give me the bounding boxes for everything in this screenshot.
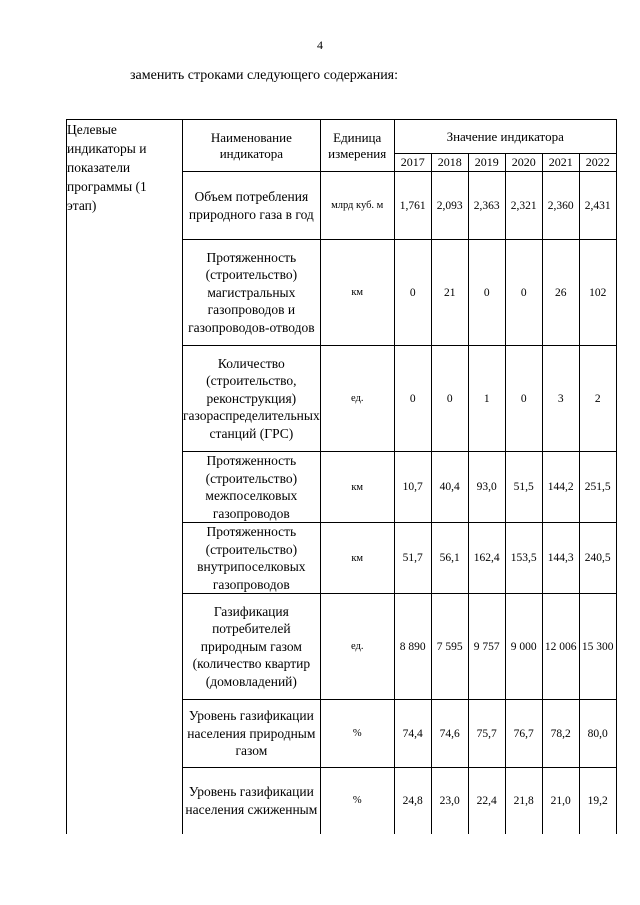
indicator-unit: млрд куб. м bbox=[320, 172, 394, 240]
indicator-value: 102 bbox=[579, 240, 616, 346]
table-row bbox=[183, 594, 617, 700]
indicator-value: 2,321 bbox=[505, 172, 542, 240]
indicator-value: 9 757 bbox=[468, 594, 505, 700]
indicator-value: 9 000 bbox=[505, 594, 542, 700]
indicator-value: 2,431 bbox=[579, 172, 616, 240]
indicator-value: 93,0 bbox=[468, 452, 505, 523]
indicator-value: 40,4 bbox=[431, 452, 468, 523]
indicator-value: 0 bbox=[431, 346, 468, 452]
table-left-rule bbox=[66, 119, 67, 834]
indicator-value: 0 bbox=[505, 240, 542, 346]
indicator-value: 15 300 bbox=[579, 594, 616, 700]
indicator-value: 75,7 bbox=[468, 700, 505, 768]
year-header: 2019 bbox=[468, 154, 505, 172]
table-row bbox=[183, 452, 617, 523]
indicator-value: 1 bbox=[468, 346, 505, 452]
indicator-value: 51,5 bbox=[505, 452, 542, 523]
section-label: Целевые индикаторы и показатели программы (1 этап) bbox=[67, 122, 147, 213]
indicator-name: Объем потребления природного газа в год bbox=[183, 172, 321, 240]
table-row bbox=[183, 240, 617, 346]
indicator-value: 51,7 bbox=[394, 523, 431, 594]
indicator-unit: % bbox=[320, 768, 394, 834]
table-row bbox=[183, 523, 617, 594]
indicator-value: 74,4 bbox=[394, 700, 431, 768]
indicator-name: Количество (строительство, реконструкция) газораспределительных станций (ГРС) bbox=[183, 346, 321, 452]
indicator-value: 144,3 bbox=[542, 523, 579, 594]
indicator-name: Протяженность (строительство) межпоселковых газопроводов bbox=[183, 452, 321, 523]
indicator-value: 0 bbox=[394, 346, 431, 452]
page-number: 4 bbox=[317, 38, 323, 52]
indicator-value: 21,8 bbox=[505, 768, 542, 834]
table-row bbox=[183, 768, 617, 834]
indicator-value: 76,7 bbox=[505, 700, 542, 768]
indicator-value: 1,761 bbox=[394, 172, 431, 240]
intro-text: заменить строками следующего содержания: bbox=[130, 68, 399, 83]
indicator-unit: % bbox=[320, 700, 394, 768]
year-header: 2022 bbox=[579, 154, 616, 172]
indicator-unit: км bbox=[320, 240, 394, 346]
indicators-table bbox=[182, 119, 617, 834]
header-indicator-name: Наименование индикатора bbox=[183, 120, 321, 172]
indicator-value: 0 bbox=[394, 240, 431, 346]
table-row bbox=[183, 700, 617, 768]
indicator-value: 7 595 bbox=[431, 594, 468, 700]
indicator-name: Газификация потребителей природным газом (количество квартир (домовладений) bbox=[183, 594, 321, 700]
indicator-value: 22,4 bbox=[468, 768, 505, 834]
indicator-value: 2,363 bbox=[468, 172, 505, 240]
indicator-value: 153,5 bbox=[505, 523, 542, 594]
indicator-unit: ед. bbox=[320, 346, 394, 452]
indicator-value: 10,7 bbox=[394, 452, 431, 523]
indicator-value: 2,093 bbox=[431, 172, 468, 240]
table-row bbox=[183, 172, 617, 240]
indicator-value: 26 bbox=[542, 240, 579, 346]
indicator-value: 162,4 bbox=[468, 523, 505, 594]
indicator-value: 23,0 bbox=[431, 768, 468, 834]
year-header: 2018 bbox=[431, 154, 468, 172]
indicator-value: 251,5 bbox=[579, 452, 616, 523]
indicator-value: 74,6 bbox=[431, 700, 468, 768]
table-row bbox=[183, 346, 617, 452]
indicator-value: 78,2 bbox=[542, 700, 579, 768]
indicator-value: 3 bbox=[542, 346, 579, 452]
indicator-value: 240,5 bbox=[579, 523, 616, 594]
indicator-value: 8 890 bbox=[394, 594, 431, 700]
indicator-value: 24,8 bbox=[394, 768, 431, 834]
indicator-value: 0 bbox=[468, 240, 505, 346]
indicator-name: Уровень газификации населения природным газом bbox=[183, 700, 321, 768]
indicator-name: Протяженность (строительство) внутрипоселковых газопроводов bbox=[183, 523, 321, 594]
indicator-value: 0 bbox=[505, 346, 542, 452]
indicator-value: 144,2 bbox=[542, 452, 579, 523]
indicator-value: 80,0 bbox=[579, 700, 616, 768]
indicator-name: Протяженность (строительство) магистральных газопроводов и газопроводов-отводов bbox=[183, 240, 321, 346]
indicator-unit: км bbox=[320, 452, 394, 523]
header-unit: Единица измерения bbox=[320, 120, 394, 172]
header-indicator-values: Значение индикатора bbox=[394, 120, 616, 154]
indicator-value: 12 006 bbox=[542, 594, 579, 700]
indicator-name: Уровень газификации населения сжиженным bbox=[183, 768, 321, 834]
indicator-value: 19,2 bbox=[579, 768, 616, 834]
indicator-value: 56,1 bbox=[431, 523, 468, 594]
year-header: 2017 bbox=[394, 154, 431, 172]
indicator-value: 21,0 bbox=[542, 768, 579, 834]
indicator-unit: ед. bbox=[320, 594, 394, 700]
indicator-value: 2,360 bbox=[542, 172, 579, 240]
year-header: 2021 bbox=[542, 154, 579, 172]
indicator-value: 21 bbox=[431, 240, 468, 346]
indicator-unit: км bbox=[320, 523, 394, 594]
indicator-value: 2 bbox=[579, 346, 616, 452]
year-header: 2020 bbox=[505, 154, 542, 172]
